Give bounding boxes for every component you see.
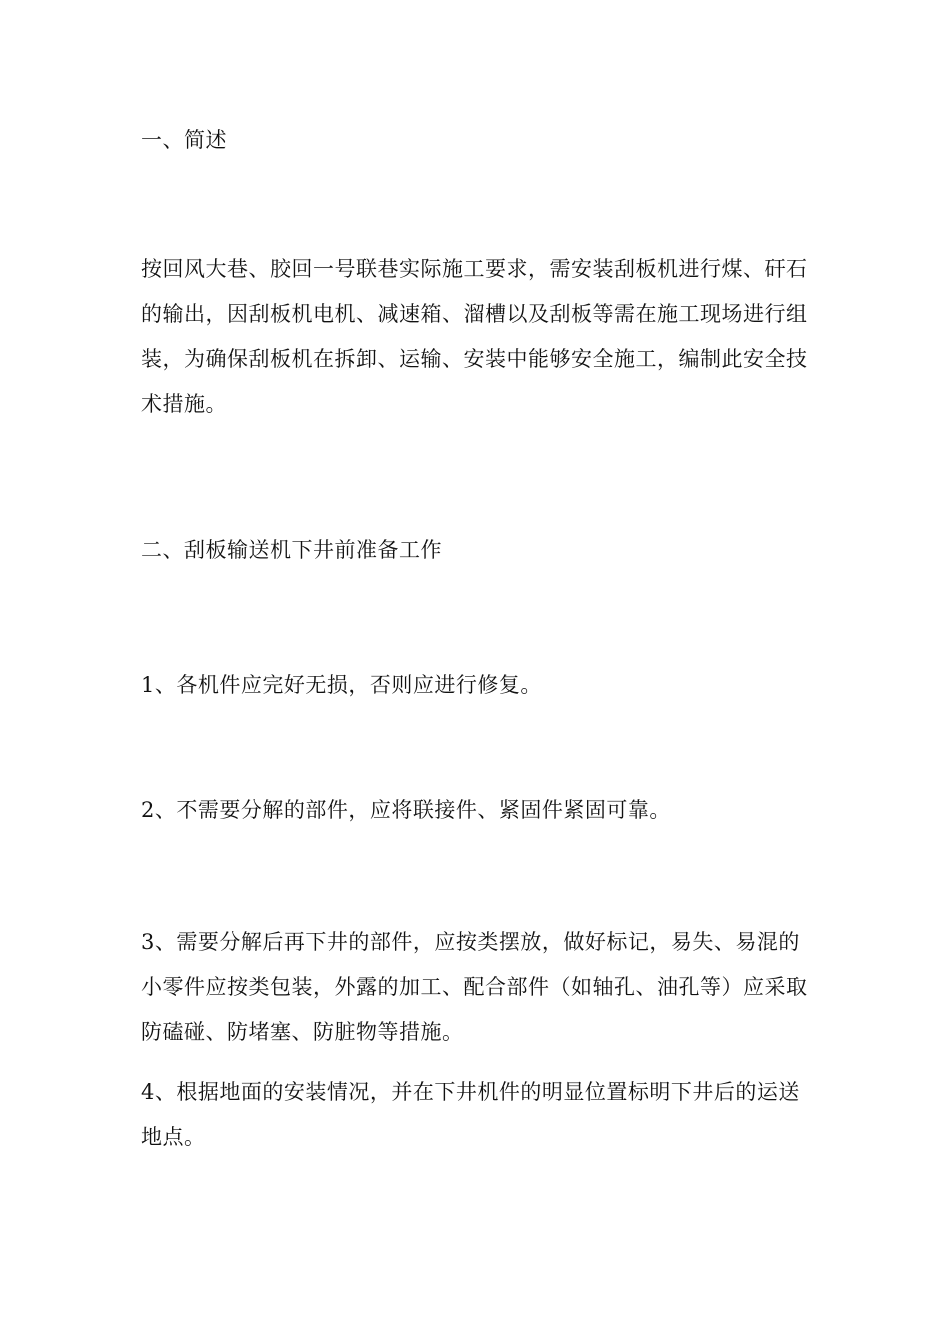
section-heading-preparation: 二、刮板输送机下井前准备工作 [141, 538, 442, 562]
list-item: 4、根据地面的安装情况，并在下井机件的明显位置标明下井后的运送地点。 [141, 1080, 800, 1149]
list-item: 3、需要分解后再下井的部件，应按类摆放，做好标记，易失、易混的小零件应按类包装，外露的加工、配合部件（如轴孔、油孔等）应采取防磕碰、防堵塞、防脏物等措施。 [141, 930, 808, 1044]
section-heading-overview: 一、简述 [141, 128, 227, 152]
list-item: 2、不需要分解的部件，应将联接件、紧固件紧固可靠。 [141, 798, 671, 822]
list-item: 1、各机件应完好无损，否则应进行修复。 [141, 673, 542, 697]
overview-paragraph: 按回风大巷、胶回一号联巷实际施工要求，需安装刮板机进行煤、矸石的输出，因刮板机电机、减速箱、溜槽以及刮板等需在施工现场进行组装，为确保刮板机在拆卸、运输、安装中能够安全施工，编制此安全技术措施。 [141, 257, 808, 416]
